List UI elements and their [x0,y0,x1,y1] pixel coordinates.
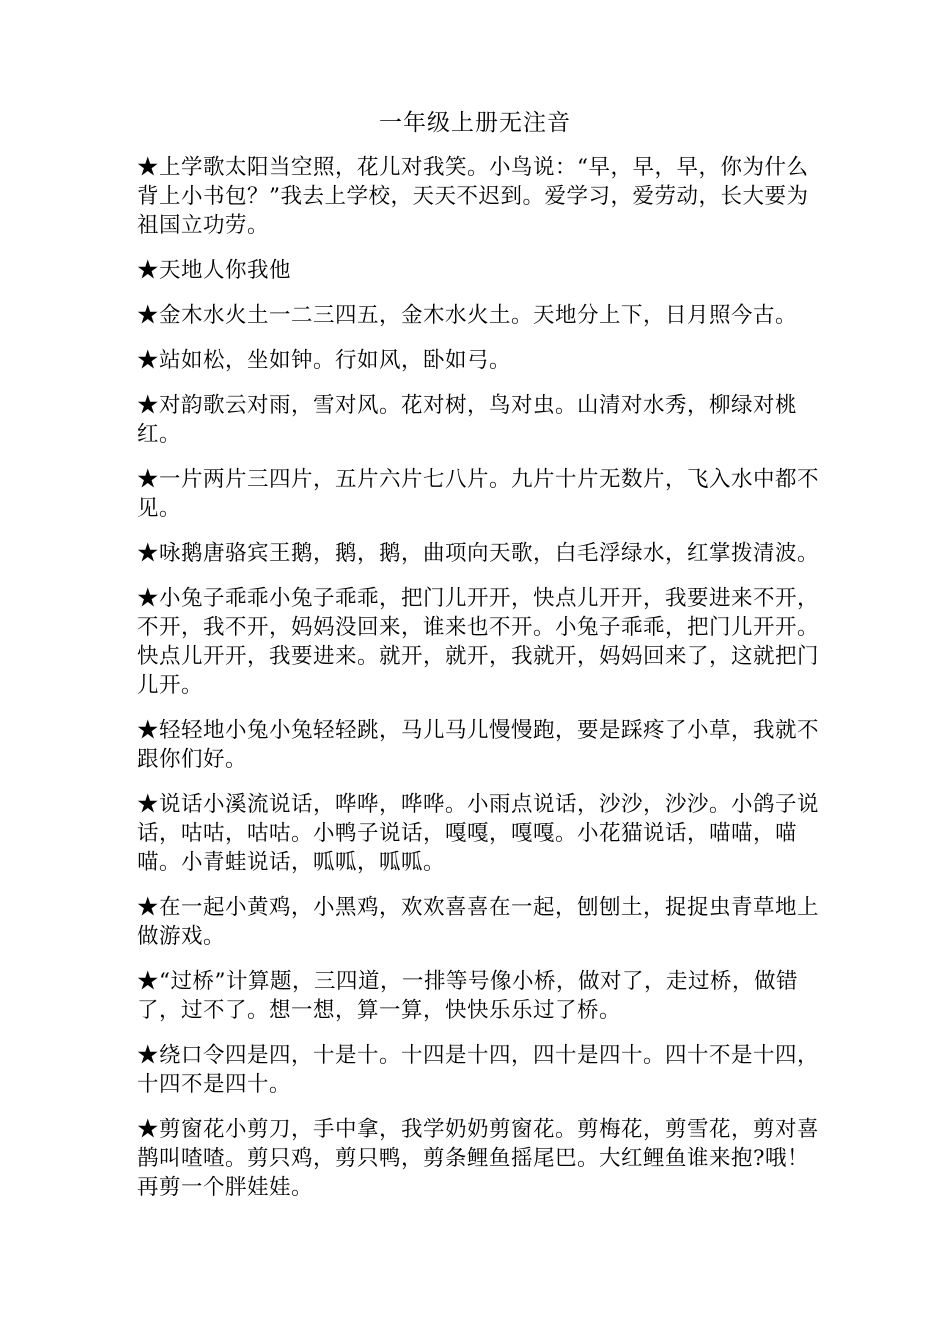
paragraph-school-song: ★上学歌太阳当空照，花儿对我笑。小鸟说：“早，早，早，你为什么背上小书包？”我去上学校，天天不迟到。爱学习，爱劳动，长大要为祖国立功劳。 [137,155,809,238]
paragraph-tongue-twister: ★绕口令四是四，十是十。十四是十四，四十是四十。四十不是十四，十四不是四十。 [137,1043,820,1097]
paragraph-paper-cutting: ★剪窗花小剪刀，手中拿，我学奶奶剪窗花。剪梅花，剪雪花，剪对喜鹊叫喳喳。剪只鸡，剪只鸭，剪条鲤鱼摇尾巴。大红鲤鱼谁来抱?哦！再剪一个胖娃娃。 [137,1117,820,1200]
paragraph-five-elements: ★金木水火土一二三四五，金木水火土。天地分上下，日月照今古。 [137,303,798,328]
paragraph-little-rabbit: ★小兔子乖乖小兔子乖乖，把门儿开开，快点儿开开，我要进来不开，不开，我不开，妈妈没回来，谁来也不开。小兔子乖乖，把门儿开开。快点儿开开，我要进来。就开，就开，我就开，妈妈回来了，这就把门儿开。 [137,586,820,698]
paragraph-speaking: ★说话小溪流说话，哗哗，哗哗。小雨点说话，沙沙，沙沙。小鸽子说话，咕咕，咕咕。小鸭子说话，嘎嘎，嘎嘎。小花猫说话，喵喵，喵喵。小青蛙说话，呱呱，呱呱。 [137,792,820,875]
paragraph-gently: ★轻轻地小兔小兔轻轻跳，马儿马儿慢慢跑，要是踩疼了小草，我就不跟你们好。 [137,718,820,772]
paragraph-rhyme-song: ★对韵歌云对雨，雪对风。花对树，鸟对虫。山清对水秀，柳绿对桃红。 [137,393,798,447]
document-body [137,153,827,1218]
paragraph-crossing-bridge: ★“过桥”计算题，三四道，一排等号像小桥，做对了，走过桥，做错了，过不了。想一想，算一算，快快乐乐过了桥。 [137,969,798,1023]
document-title: 一年级上册无注音 [379,110,571,136]
paragraph-posture: ★站如松，坐如钟。行如风，卧如弓。 [137,348,512,373]
paragraph-together: ★在一起小黄鸡，小黑鸡，欢欢喜喜在一起，刨刨土，捉捉虫青草地上做游戏。 [137,895,820,949]
paragraph-heaven-earth-people: ★天地人你我他 [137,258,292,283]
paragraph-snowflakes: ★一片两片三四片，五片六片七八片。九片十片无数片，飞入水中都不见。 [137,467,820,521]
paragraph-ode-to-goose: ★咏鹅唐骆宾王鹅，鹅，鹅，曲项向天歌，白毛浮绿水，红掌拨清波。 [137,541,820,566]
